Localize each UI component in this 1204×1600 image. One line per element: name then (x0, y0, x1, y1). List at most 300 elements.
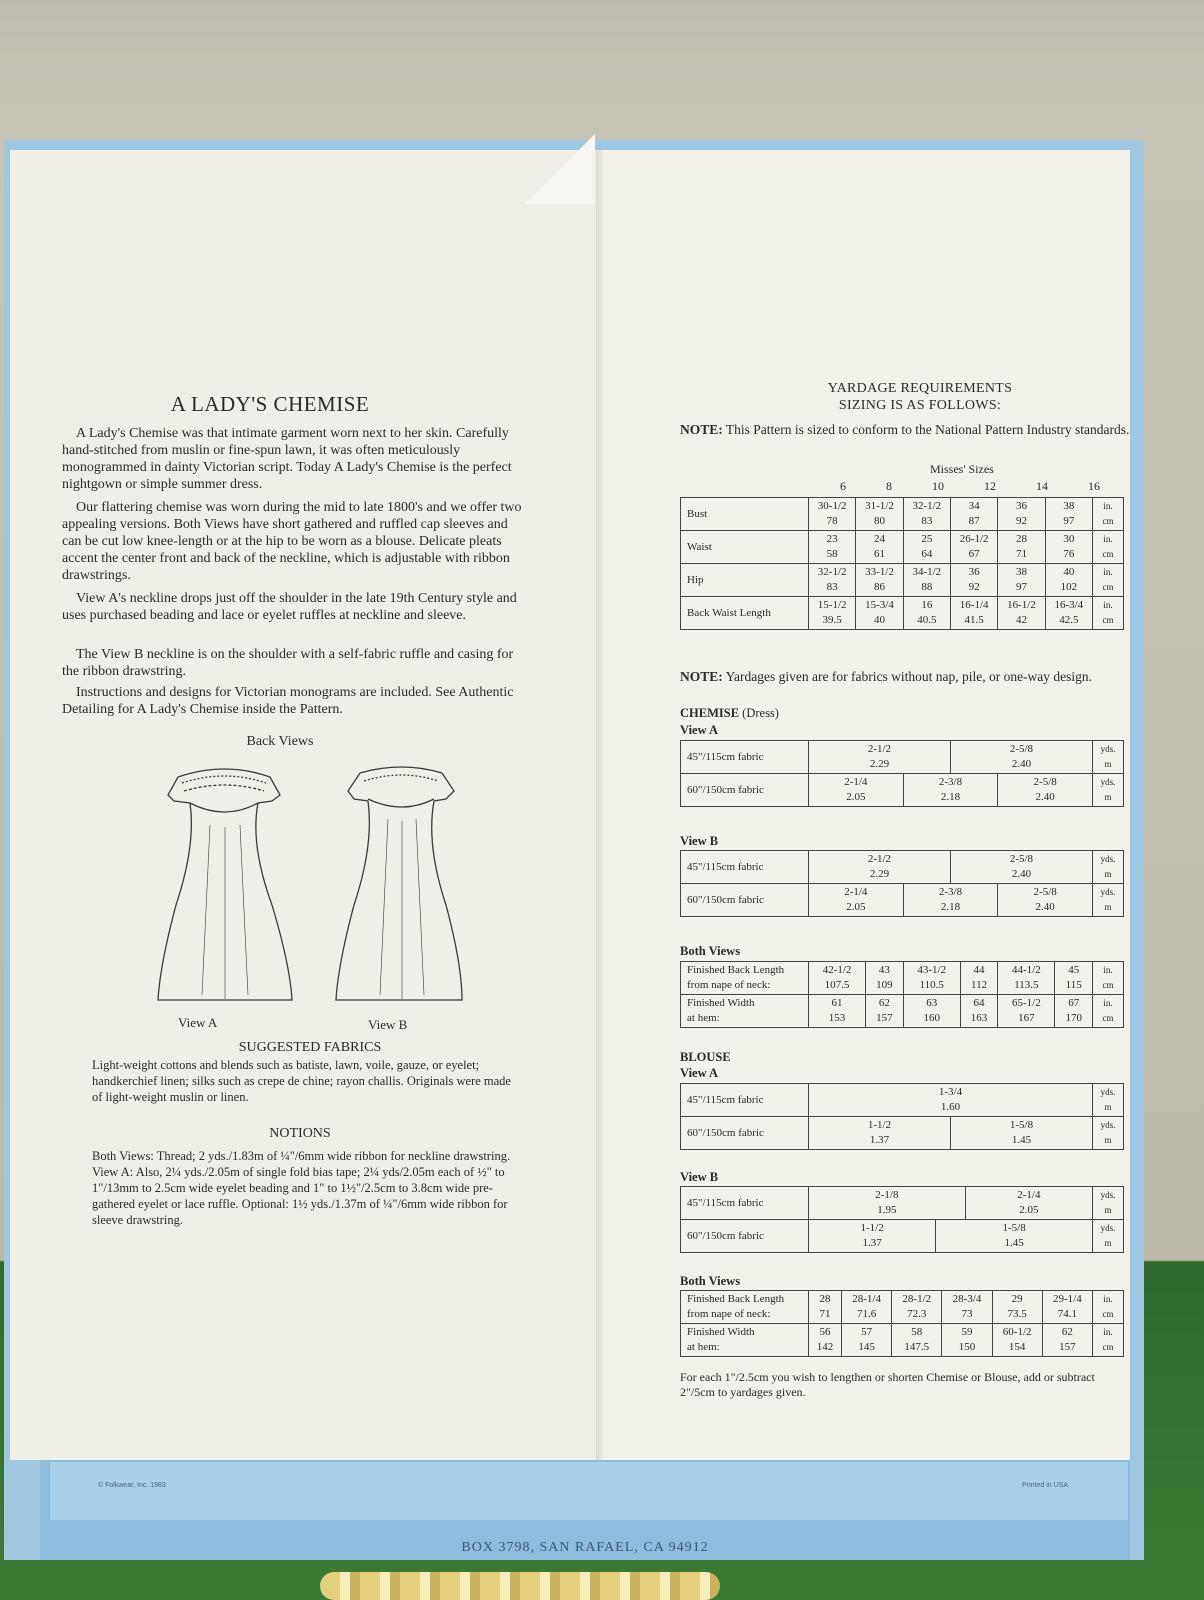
measure-inch: 16 (921, 599, 933, 611)
measure-cell (950, 531, 997, 564)
measure-inch: 16-1/4 (959, 599, 989, 611)
notions-heading: NOTIONS (269, 1126, 331, 1141)
measure-cell (998, 531, 1045, 564)
fabric-label-cell (681, 851, 809, 884)
measure-row (681, 531, 1124, 564)
finished-cell (842, 1324, 892, 1357)
finished-row (681, 1324, 1124, 1357)
finished-in: 62 (1061, 1326, 1073, 1338)
finished-in: 62 (878, 997, 890, 1009)
measure-cm: 97 (1015, 581, 1027, 593)
measure-inch: 40 (1063, 566, 1075, 578)
unit-yds: yds. (1100, 854, 1116, 864)
finished-in: 60-1/2 (1002, 1326, 1032, 1338)
yardage-cell (936, 1220, 1093, 1253)
finished-in: 29-1/4 (1053, 1293, 1082, 1305)
yardage-m: 1.95 (877, 1204, 897, 1216)
yardage-cell (950, 1117, 1092, 1150)
measure-label-cell (681, 564, 809, 597)
fabric-label-cell (681, 774, 809, 807)
yardage-cell (809, 1220, 936, 1253)
measure-cm: 83 (921, 515, 933, 527)
finished-cm: 167 (1018, 1012, 1035, 1024)
unit-cell (1093, 741, 1124, 774)
yardage-cell (809, 851, 951, 884)
unit-in: in. (1103, 534, 1113, 544)
fabric-label-cell (681, 884, 809, 917)
unit-in: in. (1103, 965, 1113, 975)
yardage-m: 2.18 (940, 901, 961, 913)
measure-label-cell (681, 498, 809, 531)
view-a-caption: View A (178, 1015, 218, 1030)
finished-in: 61 (831, 997, 843, 1009)
unit-cm: cm (1102, 615, 1114, 625)
finished-label-cell (681, 1324, 809, 1357)
blouse-view-b-table (680, 1186, 1124, 1253)
measure-cell (1045, 498, 1092, 531)
yardage-cell (998, 774, 1093, 807)
unit-yds: yds. (1100, 777, 1116, 787)
finished-cm: 73 (961, 1308, 973, 1320)
finished-cell (942, 1324, 992, 1357)
fabric-label: 60"/150cm fabric (687, 1126, 764, 1139)
unit-cell (1093, 1291, 1124, 1324)
yardage-row (681, 1220, 1124, 1253)
finished-label: Finished Width (687, 997, 755, 1009)
measure-row (681, 498, 1124, 531)
blouse-view-a-table (680, 1083, 1124, 1150)
blouse-view-b-heading: View B (680, 1170, 719, 1184)
measure-cm: 58 (826, 548, 838, 560)
measure-inch: 16-1/2 (1007, 599, 1036, 611)
finished-cell (998, 995, 1055, 1028)
yardage-m: 2.40 (1035, 901, 1055, 913)
measure-inch: 38 (1015, 566, 1027, 578)
finished-in: 64 (973, 997, 985, 1009)
unit-cell (1093, 498, 1124, 531)
unit-cm: cm (1102, 1309, 1114, 1319)
measure-cell (809, 564, 856, 597)
yardage-yd: 2-5/8 (1009, 743, 1034, 755)
finished-in: 28-3/4 (952, 1293, 982, 1305)
measure-cell (856, 498, 903, 531)
finished-cm: 74.1 (1057, 1308, 1077, 1320)
yardage-yd: 2-1/4 (844, 776, 868, 788)
finished-cell (866, 962, 904, 995)
finished-label-2: from nape of neck: (687, 1308, 771, 1320)
body-measurements-table (680, 497, 1124, 630)
finished-in: 67 (1068, 997, 1080, 1009)
fabric-label: 45"/115cm fabric (687, 1196, 764, 1209)
finished-cm: 115 (1065, 979, 1082, 991)
chemise-heading (680, 706, 779, 721)
yardage-yd: 2-5/8 (1033, 886, 1057, 898)
measure-cell (950, 597, 997, 630)
measure-inch: 34-1/2 (912, 566, 942, 578)
unit-cm: cm (1102, 549, 1114, 559)
finished-in: 63 (926, 997, 938, 1009)
finished-in: 57 (861, 1326, 873, 1338)
yardage-heading (700, 380, 1140, 414)
finished-cm: 142 (816, 1341, 834, 1353)
fabric-label: 60"/150cm fabric (687, 1229, 764, 1242)
measure-cell (1045, 564, 1092, 597)
measure-cm: 64 (921, 548, 933, 560)
yardage-yd: 2-1/4 (1017, 1189, 1041, 1201)
finished-in: 59 (961, 1326, 973, 1338)
measure-cm: 78 (826, 515, 838, 527)
finished-cell (903, 962, 960, 995)
finished-row (681, 962, 1124, 995)
finished-cm: 71.6 (856, 1308, 877, 1320)
yardage-cell (950, 851, 1092, 884)
unit-cell (1093, 564, 1124, 597)
yardage-m: 2.40 (1011, 868, 1032, 880)
yardage-m: 2.05 (846, 791, 866, 803)
measure-cm: 88 (921, 581, 933, 593)
finished-cell (960, 962, 998, 995)
measure-cm: 39.5 (822, 614, 842, 626)
measure-cm: 97 (1063, 515, 1075, 527)
measure-label: Bust (687, 507, 708, 520)
yardage-row (681, 884, 1124, 917)
yardage-cell (809, 774, 904, 807)
measure-cm: 41.5 (964, 614, 984, 626)
blouse-both-views-heading: Both Views (680, 1274, 741, 1288)
finished-row (681, 1291, 1124, 1324)
measure-cell (856, 531, 903, 564)
unit-cell (1093, 851, 1124, 884)
yardage-cell (809, 741, 951, 774)
measure-cell (950, 498, 997, 531)
measure-row (681, 564, 1124, 597)
gold-stand (320, 1572, 720, 1600)
yardage-yd: 1-5/8 (1002, 1222, 1026, 1234)
yardage-row (681, 741, 1124, 774)
measure-inch: 15-1/2 (817, 599, 847, 611)
fabric-label-cell (681, 741, 809, 774)
fabric-label: 45"/115cm fabric (687, 860, 764, 873)
yardage-yd: 2-3/8 (938, 886, 963, 898)
measure-cell (903, 597, 950, 630)
measure-row (681, 597, 1124, 630)
yardage-yd: 2-5/8 (1033, 776, 1057, 788)
unit-cell (1093, 995, 1124, 1028)
yardage-cell (965, 1187, 1092, 1220)
finished-in: 44-1/2 (1012, 964, 1041, 976)
finished-cm: 107.5 (824, 979, 850, 991)
yardage-m: 2.29 (869, 758, 890, 770)
measure-inch: 32-1/2 (817, 566, 847, 578)
suggested-fabrics-text: Light-weight cottons and blends such as batiste, lawn, voile, gauze, or eyelet; handkerchief linen; silks such as crepe de chine; rayon challis. Originals were made of light-weight muslin or linen. (92, 1058, 511, 1104)
unit-in: in. (1103, 501, 1113, 511)
yardage-m: 1.37 (869, 1134, 890, 1146)
measure-cell (809, 597, 856, 630)
suggested-fabrics-heading: SUGGESTED FABRICS (238, 1040, 382, 1055)
measure-cell (809, 531, 856, 564)
finished-cm: 170 (1065, 1012, 1082, 1024)
yardage-m: 1.37 (862, 1237, 882, 1249)
yardage-cell (809, 884, 904, 917)
finished-in: 43-1/2 (917, 964, 947, 976)
finished-in: 56 (819, 1326, 831, 1338)
unit-m: m (1104, 1238, 1112, 1248)
blouse-heading: BLOUSE (680, 1050, 731, 1064)
unit-in: in. (1103, 1327, 1113, 1337)
yardage-yd: 2-1/2 (867, 743, 892, 755)
finished-label: Finished Width (687, 1326, 755, 1338)
unit-yds: yds. (1100, 887, 1116, 897)
yardage-m: 2.05 (846, 901, 866, 913)
finished-cm: 154 (1008, 1341, 1026, 1353)
finished-in: 44 (973, 964, 985, 976)
unit-cm: cm (1102, 1342, 1114, 1352)
measure-inch: 15-3/4 (865, 599, 894, 611)
unit-m: m (1104, 759, 1112, 769)
fabric-label-cell (681, 1187, 809, 1220)
chemise-view-a-heading: View A (680, 723, 719, 737)
measure-cell (903, 498, 950, 531)
measure-cell (1045, 597, 1092, 630)
measure-inch: 34 (968, 500, 980, 512)
yardage-cell (809, 1084, 1093, 1117)
measure-inch: 30-1/2 (817, 500, 847, 512)
yardage-yd: 2-1/4 (844, 886, 868, 898)
unit-in: in. (1103, 998, 1113, 1008)
unit-m: m (1104, 902, 1112, 912)
yardage-yd: 2-3/8 (938, 776, 963, 788)
finished-cell (809, 962, 866, 995)
bottom-address: BOX 3798, SAN RAFAEL, CA 94912 (461, 1540, 709, 1555)
measure-cell (1045, 531, 1092, 564)
measure-cm: 92 (1015, 515, 1027, 527)
yardage-note (680, 668, 1140, 685)
yardage-yd: 2-5/8 (1009, 853, 1034, 865)
finished-cm: 73.5 (1007, 1308, 1027, 1320)
unit-cm: cm (1102, 980, 1114, 990)
measure-inch: 16-3/4 (1054, 599, 1084, 611)
yardage-row (681, 1117, 1124, 1150)
finished-cm: 71 (819, 1308, 831, 1320)
note-text: This Pattern is sized to conform to the National Pattern Industry standards. (725, 422, 1130, 437)
yardage-row (681, 1084, 1124, 1117)
measure-inch: 26-1/2 (959, 533, 989, 545)
measure-label-cell (681, 597, 809, 630)
yardage-row (681, 774, 1124, 807)
measure-inch: 25 (921, 533, 933, 545)
yardage-cell (809, 1187, 966, 1220)
intro-paragraph-2: Our flattering chemise was worn during the mid to late 1800's and we offer two appealing versions. Both Views have short gathered and ruffled cap sleeves and can be cut low knee-length or at the hip to be worn as a blouse. Delicate pleats accent the center front and back of the neckline, which is adjustable with ribbon drawstrings. (62, 500, 522, 583)
chemise-sublabel: (Dress) (742, 706, 779, 720)
measure-inch: 31-1/2 (865, 500, 894, 512)
measure-label: Hip (687, 573, 704, 586)
finished-label-2: at hem: (687, 1341, 720, 1353)
unit-cell (1093, 1220, 1124, 1253)
back-views-heading: Back Views (246, 734, 314, 749)
finished-in: 42-1/2 (822, 964, 852, 976)
yardage-note-text: Yardages given are for fabrics without nap, pile, or one-way design. (725, 669, 1093, 684)
measure-cm: 86 (873, 581, 885, 593)
finished-row (681, 995, 1124, 1028)
finished-label-cell (681, 962, 809, 995)
folded-corner (525, 134, 595, 204)
finished-cell (809, 1324, 842, 1357)
measure-inch: 23 (826, 533, 838, 545)
measure-inch: 36 (968, 566, 980, 578)
chemise-view-b-heading: View B (680, 834, 719, 848)
yardage-m: 1.60 (940, 1101, 961, 1113)
measure-cell (856, 564, 903, 597)
chemise-both-views-table (680, 961, 1124, 1028)
measure-cm: 87 (968, 515, 980, 527)
finished-cell (992, 1291, 1042, 1324)
unit-cell (1093, 884, 1124, 917)
misses-sizes-label: Misses' Sizes (930, 462, 994, 476)
yardage-yd: 1-5/8 (1009, 1119, 1034, 1131)
fabric-label-cell (681, 1117, 809, 1150)
measure-cell (856, 597, 903, 630)
measure-cell (903, 564, 950, 597)
finished-cm: 110.5 (919, 979, 944, 991)
unit-cell (1093, 597, 1124, 630)
measure-inch: 30 (1063, 533, 1075, 545)
measure-cm: 40 (873, 614, 885, 626)
size-16: 16 (1088, 479, 1100, 493)
yardage-yd: 1-1/2 (867, 1119, 892, 1131)
finished-cm: 113.5 (1014, 979, 1039, 991)
finished-cell (809, 995, 866, 1028)
yardage-yd: 2-1/8 (875, 1189, 899, 1201)
finished-in: 28 (819, 1293, 831, 1305)
finished-cell (992, 1324, 1042, 1357)
measure-inch: 24 (873, 533, 885, 545)
bottom-blue-strip (50, 1462, 1128, 1520)
finished-cm: 157 (1059, 1341, 1076, 1353)
measure-inch: 28 (1015, 533, 1027, 545)
note-label: NOTE: (680, 422, 723, 437)
measure-cm: 40.5 (917, 614, 937, 626)
yardage-title: YARDAGE REQUIREMENTS (827, 381, 1013, 396)
page-fold (596, 150, 604, 1460)
intro-paragraph-3: View A's neckline drops just off the shoulder in the late 19th Century style and uses purchased beading and lace or eyelet ruffles at neckline and sleeve. (62, 591, 517, 623)
yardage-note-label: NOTE: (680, 669, 723, 684)
fabric-label-cell (681, 1220, 809, 1253)
measure-cell (903, 531, 950, 564)
finished-cell (903, 995, 960, 1028)
measure-cm: 76 (1063, 548, 1075, 560)
fabric-label: 45"/115cm fabric (687, 750, 764, 763)
size-6: 6 (840, 479, 846, 493)
unit-cell (1093, 1084, 1124, 1117)
view-b-caption: View B (368, 1017, 408, 1032)
lengthen-footnote: For each 1"/2.5cm you wish to lengthen or shorten Chemise or Blouse, add or subtract 2"/5cm to yardages given. (680, 1370, 1095, 1399)
yardage-m: 2.29 (869, 868, 890, 880)
finished-cm: 160 (923, 1012, 940, 1024)
pattern-title: A LADY'S CHEMISE (170, 392, 370, 416)
measure-label: Back Waist Length (687, 606, 771, 619)
unit-m: m (1104, 1102, 1112, 1112)
measure-cell (809, 498, 856, 531)
measure-cm: 67 (968, 548, 980, 560)
sizing-note (680, 421, 1140, 438)
size-14: 14 (1036, 479, 1048, 493)
printed-in-text: Printed in USA (1022, 1482, 1068, 1489)
finished-cm: 153 (828, 1012, 846, 1024)
unit-m: m (1104, 1135, 1112, 1145)
yardage-m: 2.05 (1019, 1204, 1039, 1216)
unit-m: m (1104, 792, 1112, 802)
yardage-cell (998, 884, 1093, 917)
measure-cm: 42.5 (1059, 614, 1079, 626)
unit-cell (1093, 1324, 1124, 1357)
finished-label: Finished Back Length (687, 964, 785, 976)
unit-cell (1093, 1117, 1124, 1150)
size-12: 12 (984, 479, 996, 493)
view-a-drawing (158, 769, 292, 1000)
finished-cell (1042, 1324, 1092, 1357)
finished-cell (842, 1291, 892, 1324)
measure-cm: 102 (1060, 581, 1078, 593)
fabric-label: 60"/150cm fabric (687, 783, 764, 796)
unit-cell (1093, 962, 1124, 995)
fabric-label-cell (681, 1084, 809, 1117)
notions-text: Both Views: Thread; 2 yds./1.83m of ¼"/6mm wide ribbon for neckline drawstring. View A: Also, 2¼ yds./2.05m of single fold bias tape; 2¼ yds/2.05m each of ½" to 1"/13mm to 2.5cm wide eyelet beading and 1" to 1½"/2.5cm to 3.8cm wide pre-gathered eyelet or lace ruffle. Optional: 1½ yds./1.37m of ¼"/6mm wide ribbon for sleeve drawstring. (92, 1149, 511, 1227)
finished-in: 45 (1068, 964, 1080, 976)
finished-label-2: from nape of neck: (687, 979, 771, 991)
sizing-title: SIZING IS AS FOLLOWS: (838, 398, 1002, 413)
yardage-cell (950, 741, 1092, 774)
size-numbers (840, 479, 1100, 494)
unit-yds: yds. (1100, 1087, 1116, 1097)
finished-cell (960, 995, 998, 1028)
measure-cm: 83 (826, 581, 838, 593)
measure-cm: 92 (968, 581, 980, 593)
finished-cm: 157 (876, 1012, 893, 1024)
unit-m: m (1104, 1205, 1112, 1215)
finished-in: 58 (911, 1326, 923, 1338)
unit-m: m (1104, 869, 1112, 879)
chemise-label: CHEMISE (680, 706, 740, 720)
finished-in: 28-1/2 (902, 1293, 932, 1305)
finished-cell (809, 1291, 842, 1324)
back-view-illustrations (130, 755, 470, 1005)
measure-cell (998, 498, 1045, 531)
yardage-cell (903, 774, 998, 807)
yardage-cell (903, 884, 998, 917)
unit-cm: cm (1102, 1013, 1114, 1023)
unit-cell (1093, 1187, 1124, 1220)
copyright-text: © Folkwear, Inc. 1983 (98, 1482, 166, 1489)
finished-in: 28-1/4 (852, 1293, 881, 1305)
finished-cm: 145 (858, 1341, 875, 1353)
yardage-m: 2.40 (1011, 758, 1032, 770)
measure-label-cell (681, 531, 809, 564)
unit-in: in. (1103, 567, 1113, 577)
finished-label-2: at hem: (687, 1012, 720, 1024)
finished-cm: 72.3 (907, 1308, 927, 1320)
finished-label-cell (681, 1291, 809, 1324)
unit-yds: yds. (1100, 1120, 1116, 1130)
measure-label: Waist (687, 540, 712, 553)
view-b-drawing (336, 767, 462, 1000)
intro-paragraph-5: Instructions and designs for Victorian monograms are included. See Authentic Detailing for A Lady's Chemise inside the Pattern. (62, 685, 514, 717)
measure-cell (950, 564, 997, 597)
unit-cm: cm (1102, 582, 1114, 592)
blouse-both-views-table (680, 1290, 1124, 1357)
measure-inch: 36 (1015, 500, 1027, 512)
unit-yds: yds. (1100, 744, 1116, 754)
finished-in: 29 (1011, 1293, 1023, 1305)
